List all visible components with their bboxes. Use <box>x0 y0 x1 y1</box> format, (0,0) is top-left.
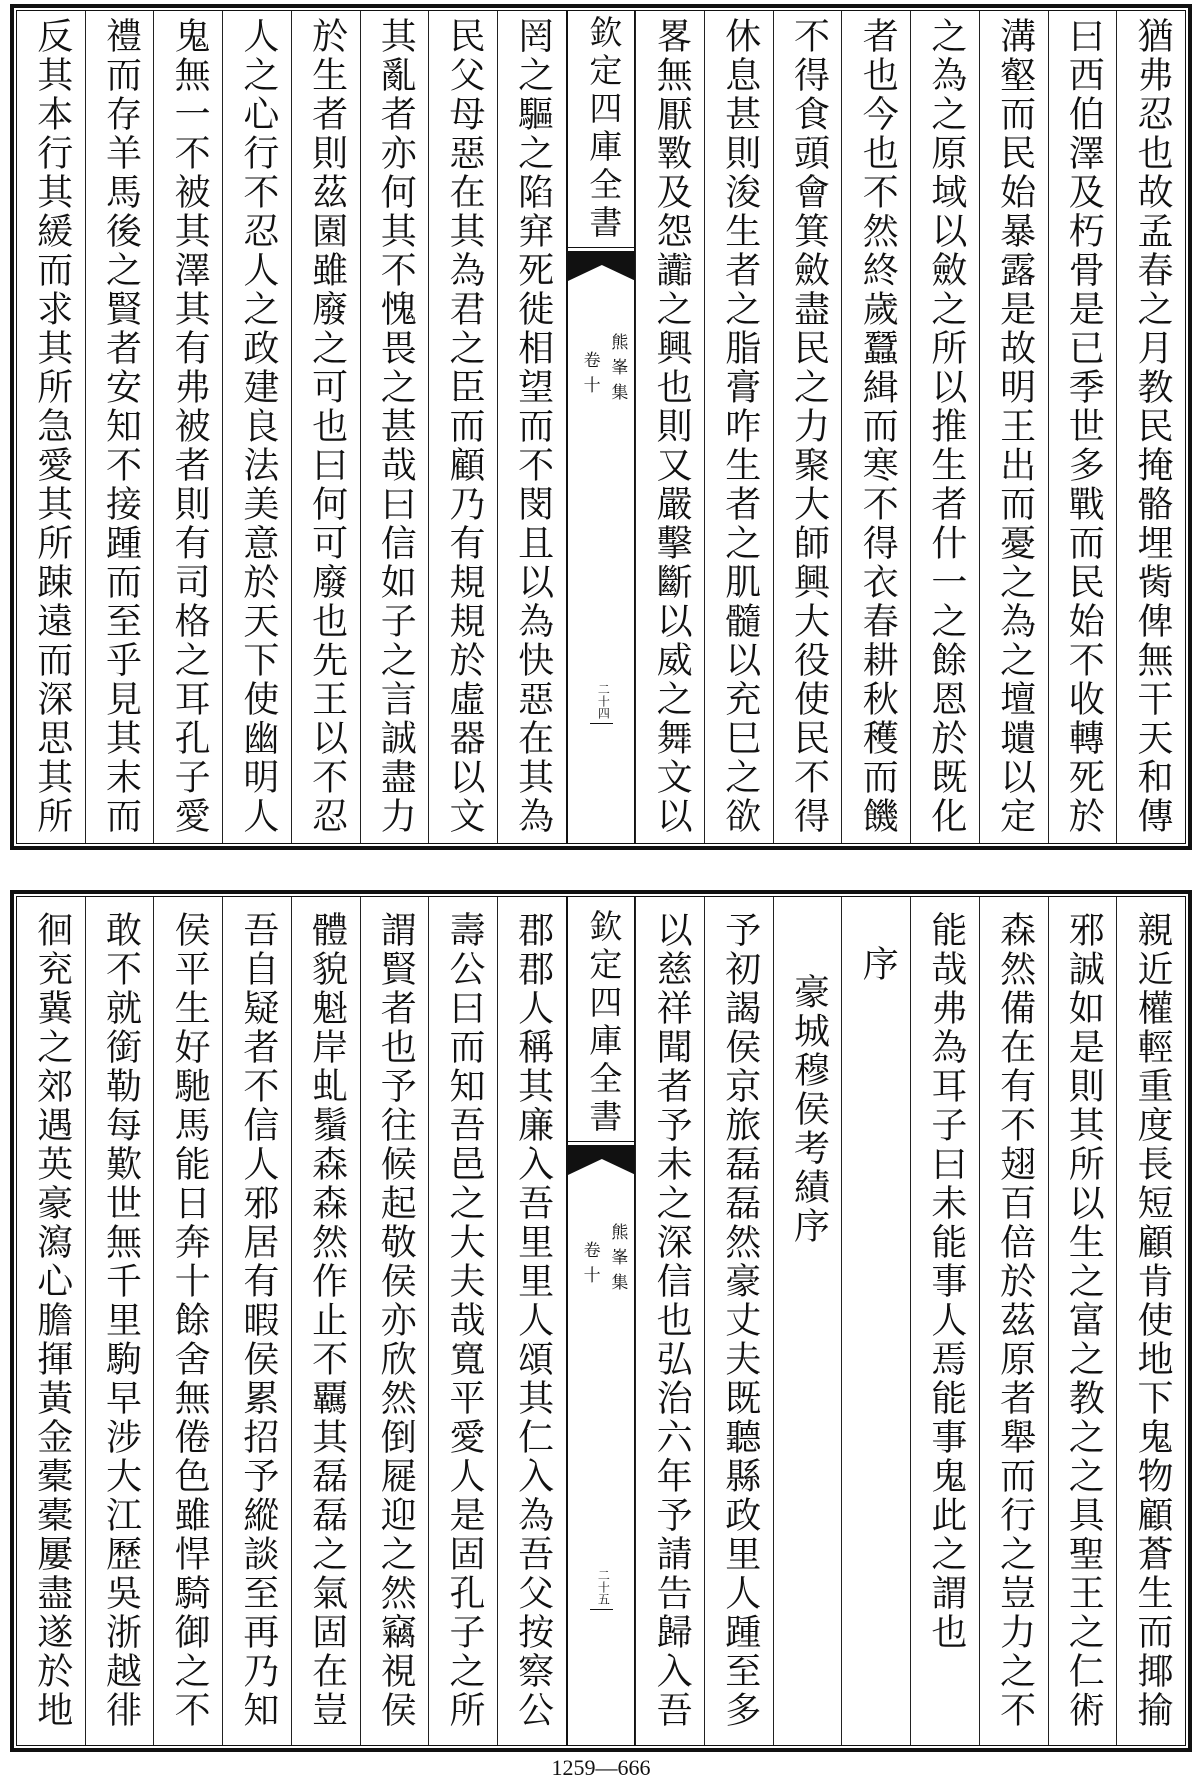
column-text: 休息甚則浚生者之脂膏咋生者之肌髓以充巳之欲 <box>719 17 761 836</box>
book-title: 熊峯集 <box>607 1223 628 1298</box>
volume-number: 卷十 <box>579 351 600 401</box>
text-column <box>497 11 566 843</box>
column-text: 畧無厭斁及怨讟之興也則又嚴擊斷以威之舞文以 <box>651 17 693 836</box>
column-text: 能哉弗為耳子曰未能事人焉能事鬼此之謂也 <box>925 911 967 1652</box>
column-text: 邪誠如是則其所以生之富之教之之具聖王之仁術 <box>1063 911 1105 1730</box>
folio-rule <box>590 1609 614 1610</box>
text-column <box>1048 11 1117 843</box>
text-column <box>773 11 842 843</box>
text-column <box>153 897 222 1745</box>
column-text: 吾自疑者不信人邪居有暇侯累招予縱談至再乃知 <box>237 911 279 1730</box>
column-text: 罔之驅之陷穽死徙相望而不閔且以為快惡在其為 <box>512 17 554 836</box>
folio-number: 二十四 <box>596 683 611 719</box>
column-text: 徊兖冀之郊遇英豪瀉心膽揮黃金橐橐屢盡遂於地 <box>31 911 73 1730</box>
column-text: 之為之原域以斂之所以推生者什一之餘恩於既化 <box>925 17 967 836</box>
column-text: 體貌魁岸虬鬚森森然作止不覊其磊磊之氣固在豈 <box>306 911 348 1730</box>
column-text: 以慈祥聞者予未之深信也弘治六年予請告歸入吾 <box>651 911 693 1730</box>
text-column <box>910 897 979 1745</box>
text-column <box>17 11 85 843</box>
text-column <box>222 11 291 843</box>
text-column <box>497 897 566 1745</box>
column-text: 鬼無一不被其澤其有弗被者則有司格之耳孔子愛 <box>169 17 211 836</box>
column-text: 壽公曰而知吾邑之大夫哉寬平愛人是固孔子之所 <box>443 911 485 1730</box>
text-column <box>704 11 773 843</box>
folio-rule <box>590 723 614 724</box>
column-text: 溝壑而民始暴露是故明王出而憂之為之壇壝以定 <box>994 17 1036 836</box>
column-text: 禮而存羊馬後之賢者安知不接踵而至乎見其末而 <box>100 17 142 836</box>
page-number-footer: 1259—666 <box>551 1755 651 1780</box>
column-text: 人之心行不忍人之政建良法美意於天下使幽明人 <box>237 17 279 836</box>
book-title: 熊峯集 <box>607 333 628 408</box>
column-text: 者也今也不然終歲蠶緝而寒不得衣春耕秋穫而饑 <box>857 17 899 836</box>
center-divider <box>568 1141 636 1142</box>
text-column <box>1048 897 1117 1745</box>
center-margin-column <box>566 11 636 843</box>
text-column <box>17 897 85 1745</box>
text-column <box>222 897 291 1745</box>
folio-number: 二十五 <box>596 1569 611 1605</box>
upper-half-page <box>10 4 1192 850</box>
fishtail-mark <box>568 1145 636 1175</box>
text-column <box>428 897 497 1745</box>
text-column <box>360 897 429 1745</box>
lower-text-area <box>16 896 1186 1746</box>
center-margin-column <box>566 897 636 1745</box>
column-text: 曰西伯澤及朽骨是已季世多戰而民始不收轉死於 <box>1063 17 1105 836</box>
text-column <box>1116 897 1185 1745</box>
center-divider <box>568 247 636 248</box>
text-column <box>979 11 1048 843</box>
text-column <box>428 11 497 843</box>
fishtail-mark <box>568 251 636 281</box>
column-text: 侯平生好馳馬能日奔十餘舍無倦色雖悍騎御之不 <box>169 911 211 1730</box>
column-text: 森然備在有不翅百倍於茲原者舉而行之豈力之不 <box>994 911 1036 1730</box>
column-text: 民父母惡在其為君之臣而顧乃有規規於虛器以文 <box>443 17 485 836</box>
text-column <box>85 897 154 1745</box>
column-text: 謂賢者也予往候起敬侯亦欣然倒屣迎之然竊視侯 <box>375 911 417 1730</box>
text-column <box>635 11 704 843</box>
text-column <box>635 897 704 1745</box>
column-text: 郡郡人稱其廉入吾里里人頌其仁入為吾父按察公 <box>512 911 554 1730</box>
column-text: 於生者則茲園雖廢之可也曰何可廢也先王以不忍 <box>306 17 348 836</box>
text-column <box>910 11 979 843</box>
column-text: 猶弗忍也故孟春之月教民掩骼埋胔俾無干天和傳 <box>1132 17 1173 836</box>
column-text: 不得食頭會箕斂盡民之力聚大師興大役使民不得 <box>788 17 830 836</box>
text-column <box>704 897 773 1745</box>
lower-half-page <box>10 890 1192 1752</box>
column-text: 敢不就銜勒每歎世無千里駒早涉大江歷吳浙越徘 <box>100 911 142 1730</box>
column-text: 其亂者亦何其不愧畏之甚哉曰信如子之言誠盡力 <box>375 17 417 836</box>
essay-title-column <box>773 897 842 1745</box>
section-heading: 序 <box>857 945 899 984</box>
text-column <box>360 11 429 843</box>
upper-text-area <box>16 10 1186 844</box>
section-heading-column <box>841 897 910 1745</box>
column-text: 予初謁侯京旅磊磊然豪丈夫既聽縣政里人踵至多 <box>719 911 761 1730</box>
text-column <box>291 897 360 1745</box>
column-text: 反其本行其緩而求其所急愛其所踈遠而深思其所 <box>31 17 73 836</box>
text-column <box>979 897 1048 1745</box>
text-column <box>85 11 154 843</box>
volume-number: 卷十 <box>579 1241 600 1291</box>
column-text: 親近權輕重度長短顧肯使地下鬼物顧蒼生而揶揄 <box>1132 911 1173 1730</box>
text-column <box>153 11 222 843</box>
text-column <box>841 11 910 843</box>
collection-title: 欽定四庫全書 <box>584 15 624 243</box>
essay-title: 豪城穆侯考績序 <box>788 973 830 1246</box>
text-column <box>291 11 360 843</box>
text-column <box>1116 11 1185 843</box>
collection-title: 欽定四庫全書 <box>584 909 624 1137</box>
